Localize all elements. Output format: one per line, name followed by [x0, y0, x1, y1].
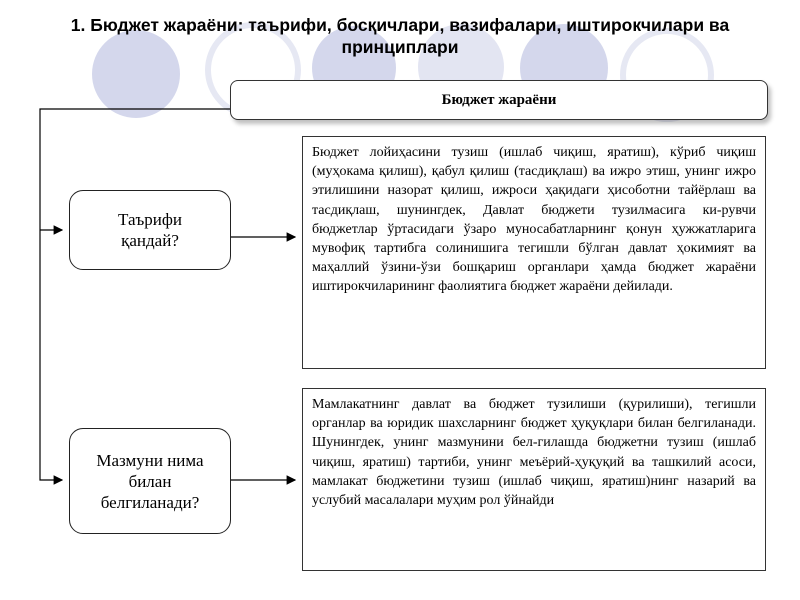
question-label-content: Мазмуни нима билан белгиланади?	[96, 450, 204, 512]
process-header-box	[230, 80, 768, 120]
page-title: 1. Бюджет жараёни: таърифи, босқичлари, вазифалари, иштирокчилари ва принциплари	[70, 15, 730, 57]
definition-text-box	[302, 136, 766, 369]
content-text-box	[302, 388, 766, 571]
question-label-definition: Таърифи қандай?	[117, 210, 182, 250]
question-box-definition	[69, 190, 231, 270]
trunk-connector	[40, 109, 231, 480]
content-text: Мамлакатнинг давлат ва бюджет тузилиши (қурилиши), тегишли органлар ва юридик шахсларнинг бюджет ҳуқуқлари билан белгиланади. Шунингдек, унинг мазмунини бел-гилашда бюджетни тузиш (ишлаб чиқиш, яратиш) тартиби, унинг меъёрий-ҳуқуқий ва ташкилий асоси, мамлакат бюджетини тузиш (ишлаб чиқиш, яратиш)нинг назарий ва услубий масалалари муҳим рол ўйнайди	[312, 397, 756, 509]
question-box-content	[69, 428, 231, 534]
definition-text: Бюджет лойиҳасини тузиш (ишлаб чиқиш, яратиш), кўриб чиқиш (муҳокама қилиш), қабул қилиш (тасдиқлаш) ва ижро этиш, унинг ижро этилишини назорат қилиш, ижроси ҳақидаги ҳисоботни тайёрлаш ва тасдиқлаш, шунингдек, Давлат бюджети тузилмасига ки-рувчи бюджетлар ўртасидаги ўзаро муносабатларнинг қонун ҳужжатларига мувофиқ тартибга солинишига тегишли бўлган давлат ҳокимият ва маҳаллий ўзини-ўзи бошқариш органлари ҳамда бюджет жараёни иштирокчиларининг фаолиятига бюджет жараёни дейилади.	[312, 145, 756, 295]
process-header-label: Бюджет жараёни	[441, 91, 557, 108]
